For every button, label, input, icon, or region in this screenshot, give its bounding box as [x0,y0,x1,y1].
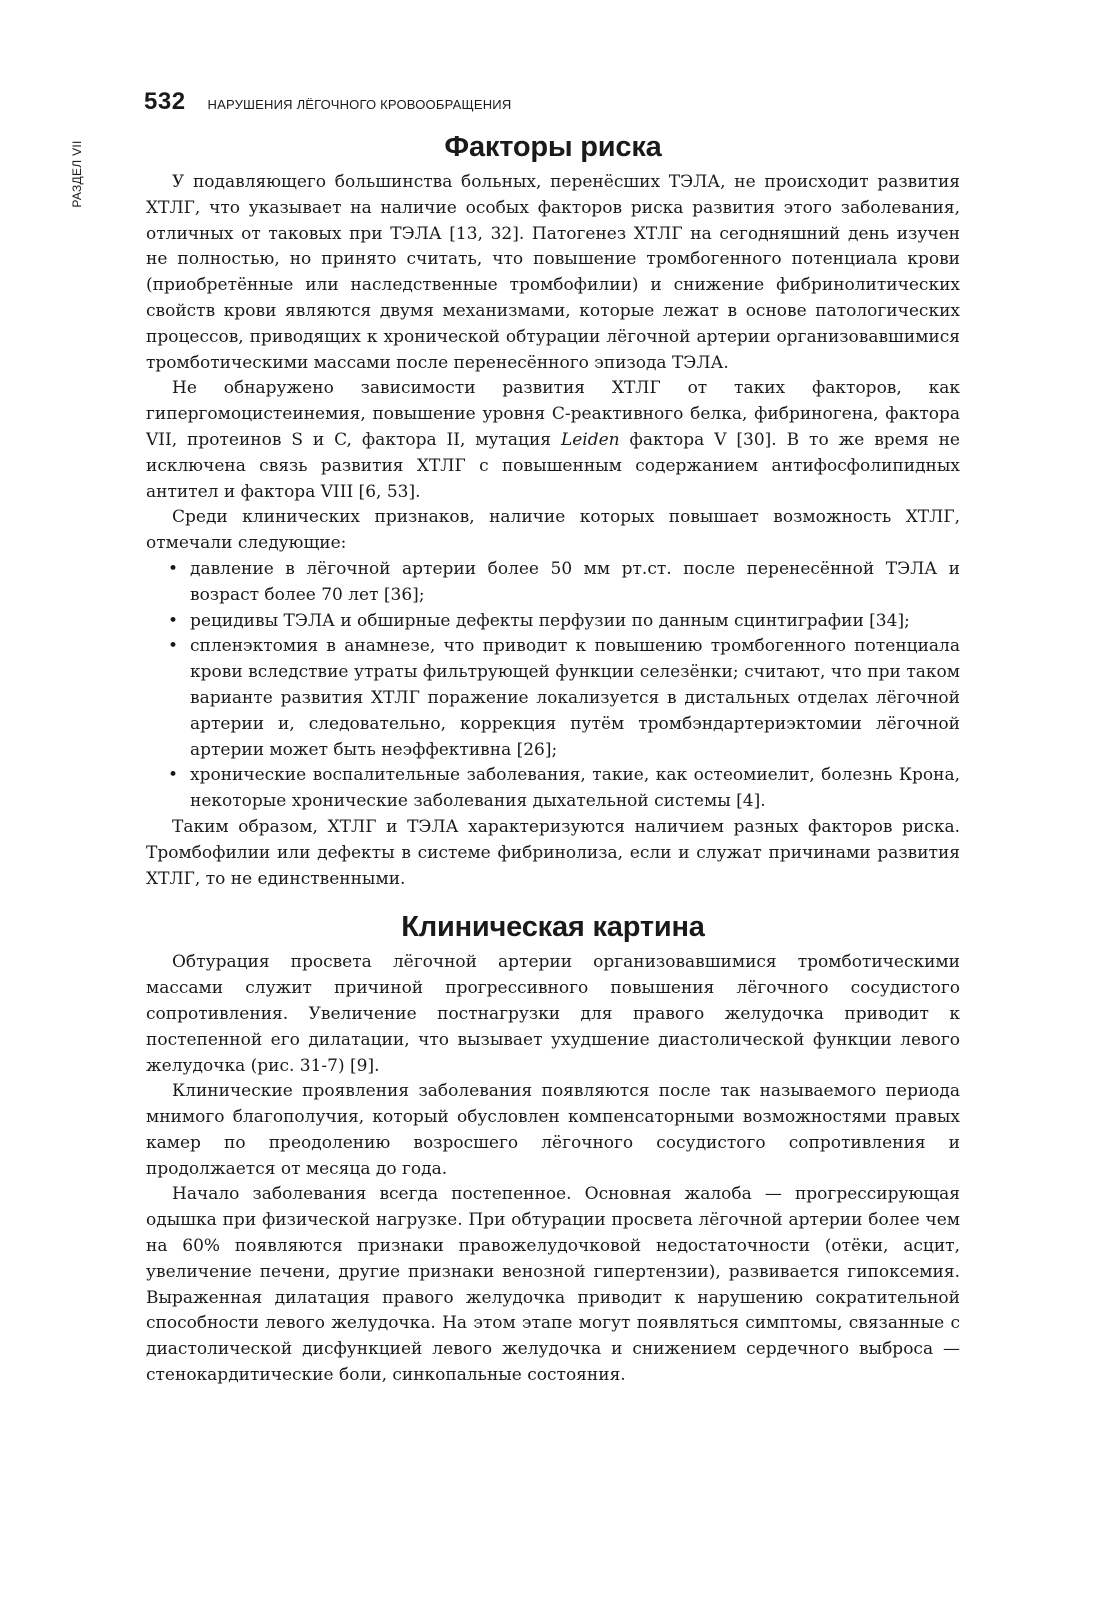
section-heading-clinical-picture: Клиническая картина [401,911,705,944]
paragraph-text: фактора V [30]. В то же время не исключена связь развития ХТЛГ с повышенным содержанием антифосфолипидных антител и фактора VIII [6, 53]. [146,429,960,502]
section-heading-risk-factors: Факторы риска [444,131,662,163]
page-body [146,124,960,1389]
paragraph: Таким образом, ХТЛГ и ТЭЛА характеризуются наличием разных факторов риска. Тромбофилии или дефекты в системе фибринолиза, если и служат причинами развития ХТЛГ, то не единственными. [146,816,960,889]
list-item: • хронические воспалительные заболевания, такие, как остеомиелит, болезнь Крона, некоторые хронические заболевания дыхательной системы [4]. [146,763,960,815]
running-title: НАРУШЕНИЯ ЛЁГОЧНОГО КРОВООБРАЩЕНИЯ [207,97,512,112]
list-item: • спленэктомия в анамнезе, что приводит к повышению тромбогенного потенциала крови вследствие утраты фильтрующей функции селезёнки; считают, что при таком варианте развития ХТЛГ поражение локализуется в дистальных отделах лёгочной артерии и, следовательно, коррекция путём тромбэндартериэктомии лёгочной артерии может быть неэффективна [26]; [146,634,960,763]
paragraph: Среди клинических признаков, наличие которых повышает возможность ХТЛГ, отмечали следующие: [146,507,960,554]
paragraph: Начало заболевания всегда постепенное. Основная жалоба — прогрессирующая одышка при физической нагрузке. При обтурации просвета лёгочной артерии более чем на 60% появляются признаки правожелудочковой недостаточности (отёки, асцит, увеличение печени, другие признаки венозной гипертензии), развивается гипоксемия. Выраженная дилатация правого желудочка приводит к нарушению сократительной способности левого желудочка. На этом этапе могут появляться симптомы, связанные с диастолической дисфункцией левого желудочка и снижением сердечного выброса — стенокардитические боли, синкопальные состояния. [146,1184,960,1386]
section-side-tab [66,128,88,220]
italic-term: Leiden [560,429,620,450]
section-side-tab-label: РАЗДЕЛ VII [70,140,84,208]
page-header [144,88,511,116]
paragraph [146,376,960,505]
paragraph-text: Не обнаружено зависимости развития ХТЛГ от таких факторов, как гипергомоцистеинемия, повышение уровня С-реактивного белка, фибриногена, фактора VII, протеинов S и C, фактора II, мутация [146,378,960,450]
paragraph: У подавляющего большинства больных, перенёсших ТЭЛА, не происходит развития ХТЛГ, что указывает на наличие особых факторов риска развития этого заболевания, отличных от таковых при ТЭЛА [13, 32]. Патогенез ХТЛГ на сегодняшний день изучен не полностью, но принято считать, что повышение тромбогенного потенциала крови (приобретённые или наследственные тромбофилии) и снижение фибринолитических свойств крови являются двумя механизмами, которые лежат в основе патологических процессов, приводящих к хронической обтурации лёгочной артерии организовавшимися тромботическими массами после перенесённого эпизода ТЭЛА. [146,172,960,373]
paragraph: Клинические проявления заболевания появляются после так называемого периода мнимого благополучия, который обусловлен компенсаторными возможностями правых камер по преодолению возросшего лёгочного сосудистого сопротивления и продолжается от месяца до года. [146,1081,960,1179]
list-item: • рецидивы ТЭЛА и обширные дефекты перфузии по данным сцинтиграфии [34]; [146,609,960,635]
list-item: • давление в лёгочной артерии более 50 мм рт.ст. после перенесённой ТЭЛА и возраст более 70 лет [36]; [146,557,960,609]
risk-factor-list [146,557,960,815]
paragraph: Обтурация просвета лёгочной артерии организовавшимися тромботическими массами служит причиной прогрессивного повышения лёгочного сосудистого сопротивления. Увеличение постнагрузки для правого желудочка приводит к постепенной его дилатации, что вызывает ухудшение диастолической функции левого желудочка (рис. 31-7) [9]. [146,952,960,1076]
page-number: 532 [144,88,186,115]
